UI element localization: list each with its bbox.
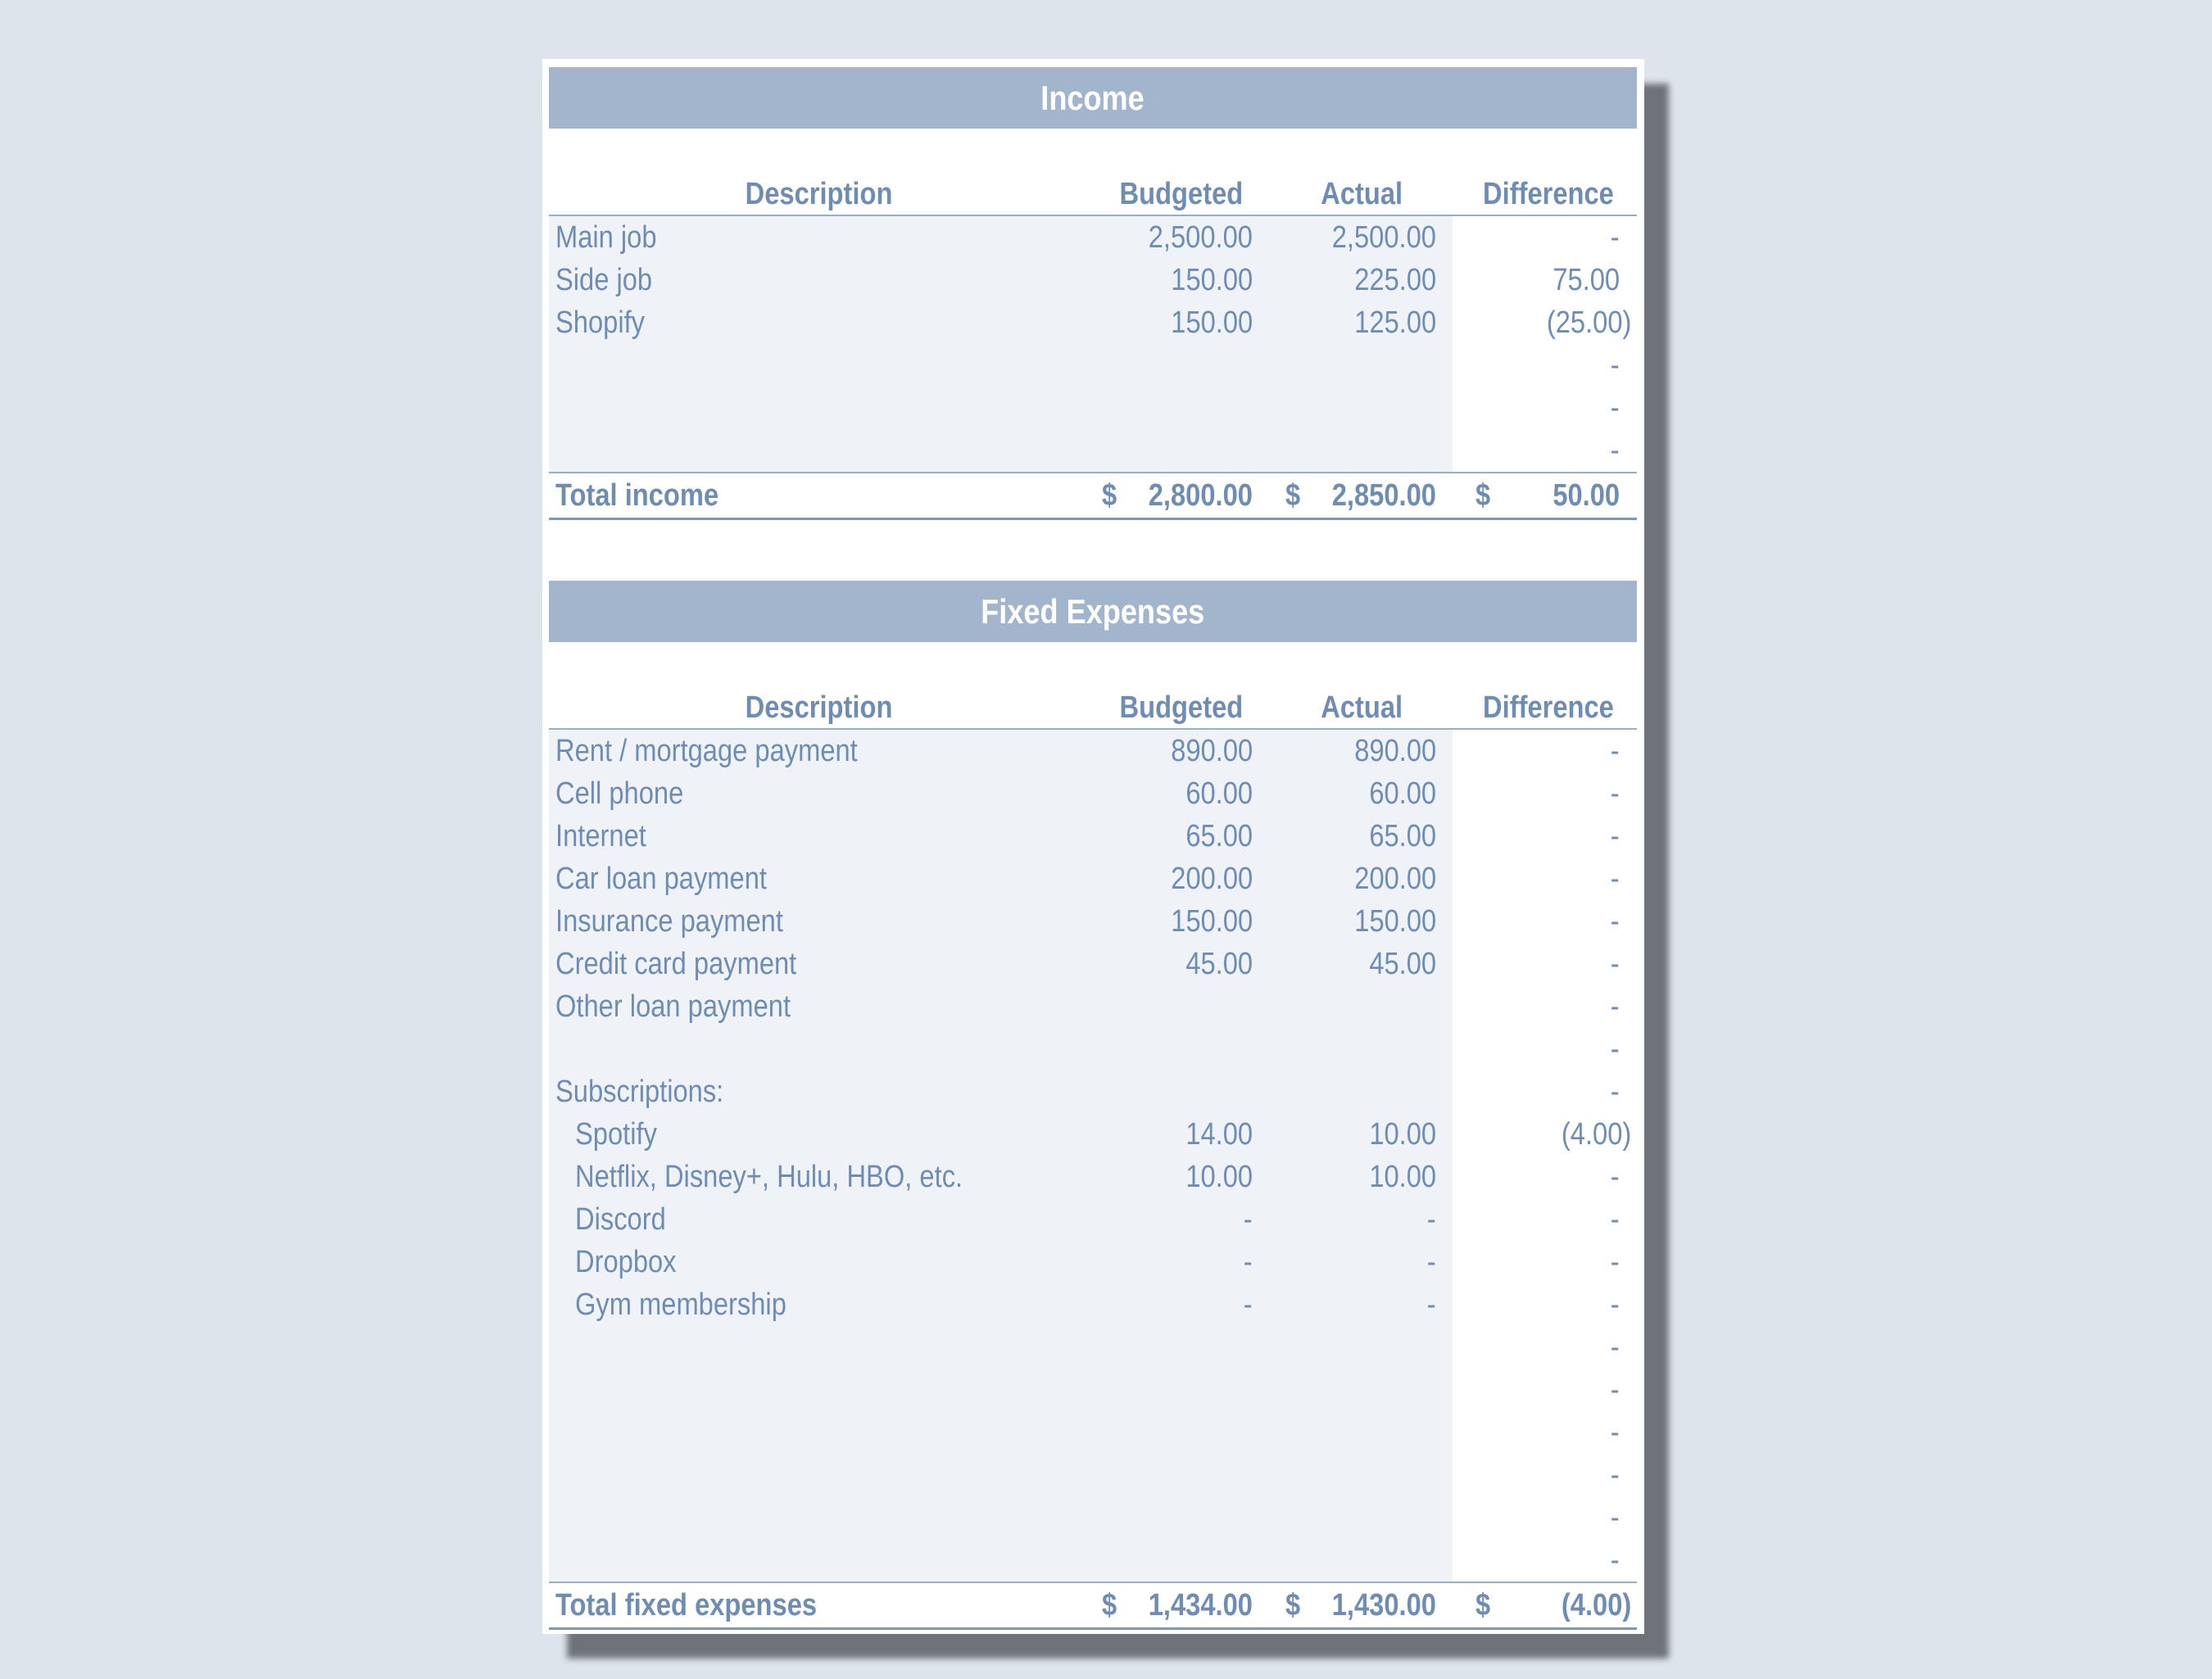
description-text: Discord bbox=[575, 1202, 666, 1237]
description-text: Netflix, Disney+, Hulu, HBO, etc. bbox=[575, 1160, 963, 1194]
difference-cell[interactable] bbox=[1609, 1283, 1620, 1326]
difference-value: - bbox=[1611, 1543, 1620, 1577]
actual-value: 2,500.00 bbox=[1331, 220, 1436, 255]
budgeted-cell[interactable] bbox=[1131, 216, 1253, 259]
table-body bbox=[549, 216, 1637, 472]
difference-value: 75.00 bbox=[1552, 263, 1620, 297]
section-title: Fixed Expenses bbox=[981, 591, 1205, 631]
table-row[interactable] bbox=[549, 1241, 1637, 1283]
difference-cell[interactable] bbox=[1609, 1326, 1620, 1369]
column-header-budgeted bbox=[1099, 687, 1243, 728]
budgeted-cell[interactable] bbox=[1158, 301, 1253, 344]
difference-cell[interactable] bbox=[1609, 943, 1620, 985]
actual-value: 45.00 bbox=[1369, 947, 1436, 981]
description-text: Spotify bbox=[575, 1117, 657, 1152]
description-text: Shopify bbox=[555, 305, 646, 340]
column-header-row bbox=[549, 174, 1637, 216]
difference-value: - bbox=[1611, 348, 1620, 382]
total-budgeted bbox=[1131, 1583, 1253, 1627]
difference-cell[interactable] bbox=[1609, 1070, 1620, 1113]
total-budgeted bbox=[1131, 473, 1253, 518]
total-actual-value: 2,850.00 bbox=[1331, 478, 1436, 513]
currency-text: $ bbox=[1285, 478, 1301, 513]
actual-value: 65.00 bbox=[1369, 819, 1436, 853]
table-row[interactable] bbox=[549, 301, 1637, 344]
difference-value: - bbox=[1611, 1373, 1620, 1407]
budgeted-cell[interactable] bbox=[1158, 858, 1253, 900]
budgeted-value: 65.00 bbox=[1185, 819, 1253, 853]
column-header-label: Description bbox=[746, 177, 893, 211]
budgeted-cell[interactable] bbox=[1158, 900, 1253, 943]
actual-value: - bbox=[1427, 1288, 1436, 1322]
table-row[interactable] bbox=[549, 943, 1637, 985]
total-difference-value: 50.00 bbox=[1552, 478, 1620, 513]
budgeted-value: - bbox=[1244, 1288, 1253, 1322]
column-header-label: Description bbox=[746, 690, 893, 725]
table-row[interactable] bbox=[549, 344, 1637, 387]
table-row[interactable] bbox=[549, 1198, 1637, 1241]
difference-cell[interactable] bbox=[1609, 1198, 1620, 1241]
difference-value: - bbox=[1611, 1075, 1620, 1109]
difference-cell[interactable] bbox=[1609, 985, 1620, 1028]
difference-cell[interactable] bbox=[1609, 815, 1620, 858]
section-title-bar bbox=[549, 581, 1637, 642]
total-budgeted-value: 2,800.00 bbox=[1148, 478, 1253, 513]
difference-value: (25.00) bbox=[1546, 305, 1631, 340]
currency-text: $ bbox=[1102, 478, 1117, 513]
table-row[interactable] bbox=[549, 1326, 1637, 1369]
difference-value: - bbox=[1611, 947, 1620, 981]
budgeted-cell[interactable] bbox=[1175, 943, 1253, 985]
currency-symbol bbox=[1475, 1583, 1493, 1627]
budgeted-value: - bbox=[1244, 1202, 1253, 1237]
actual-cell[interactable] bbox=[1358, 772, 1436, 815]
total-actual bbox=[1315, 473, 1436, 518]
actual-cell[interactable] bbox=[1341, 259, 1436, 301]
budgeted-cell[interactable] bbox=[1158, 730, 1253, 772]
total-row bbox=[549, 472, 1637, 520]
column-header-label: Budgeted bbox=[1119, 177, 1243, 211]
description-text: Rent / mortgage payment bbox=[555, 734, 858, 768]
column-header-label: Difference bbox=[1483, 177, 1614, 211]
actual-cell[interactable] bbox=[1358, 1156, 1436, 1198]
description-cell[interactable] bbox=[555, 259, 668, 301]
difference-cell[interactable] bbox=[1609, 1156, 1620, 1198]
description-cell[interactable] bbox=[555, 858, 801, 900]
budgeted-value: - bbox=[1244, 1245, 1253, 1279]
table-body bbox=[549, 730, 1637, 1582]
section-title: Income bbox=[1040, 78, 1145, 117]
column-header-row bbox=[549, 687, 1637, 730]
description-cell[interactable] bbox=[555, 730, 907, 772]
total-label-text: Total income bbox=[555, 478, 719, 513]
budgeted-value: 45.00 bbox=[1185, 947, 1253, 981]
description-text: Side job bbox=[555, 263, 653, 297]
column-header-actual bbox=[1308, 687, 1403, 728]
actual-value: 10.00 bbox=[1369, 1117, 1436, 1152]
budgeted-cell[interactable] bbox=[1175, 1113, 1253, 1156]
budgeted-value: 890.00 bbox=[1171, 734, 1253, 768]
currency-text: $ bbox=[1102, 1588, 1117, 1622]
actual-cell[interactable] bbox=[1426, 1198, 1436, 1241]
actual-value: - bbox=[1427, 1202, 1436, 1237]
description-cell[interactable] bbox=[555, 943, 836, 985]
difference-cell[interactable] bbox=[1550, 1113, 1631, 1156]
difference-cell[interactable] bbox=[1609, 216, 1620, 259]
description-text: Main job bbox=[555, 220, 657, 255]
budgeted-value: 10.00 bbox=[1185, 1160, 1253, 1194]
budgeted-value: 150.00 bbox=[1171, 263, 1253, 297]
difference-cell[interactable] bbox=[1609, 344, 1620, 387]
description-cell[interactable] bbox=[575, 1283, 821, 1326]
description-text: Car loan payment bbox=[555, 862, 767, 896]
difference-value: - bbox=[1611, 1202, 1620, 1237]
difference-value: - bbox=[1611, 734, 1620, 768]
currency-symbol bbox=[1285, 473, 1303, 518]
budgeted-value: 200.00 bbox=[1171, 862, 1253, 896]
actual-value: 60.00 bbox=[1369, 776, 1436, 811]
description-cell[interactable] bbox=[575, 1241, 693, 1283]
table-row[interactable] bbox=[549, 985, 1637, 1028]
description-cell[interactable] bbox=[555, 1070, 751, 1113]
total-row bbox=[549, 1582, 1637, 1630]
actual-value: - bbox=[1427, 1245, 1436, 1279]
actual-cell[interactable] bbox=[1426, 1283, 1436, 1326]
difference-cell[interactable] bbox=[1609, 1241, 1620, 1283]
column-header-actual bbox=[1308, 174, 1403, 215]
difference-value: - bbox=[1611, 1415, 1620, 1450]
table-row[interactable] bbox=[549, 730, 1637, 772]
difference-cell[interactable] bbox=[1609, 1454, 1620, 1496]
budgeted-cell[interactable] bbox=[1158, 259, 1253, 301]
difference-value: - bbox=[1611, 862, 1620, 896]
description-cell[interactable] bbox=[575, 1156, 1026, 1198]
budgeted-value: 2,500.00 bbox=[1148, 220, 1253, 255]
table-row[interactable] bbox=[549, 900, 1637, 943]
actual-cell[interactable] bbox=[1341, 730, 1436, 772]
description-cell[interactable] bbox=[575, 1113, 670, 1156]
actual-cell[interactable] bbox=[1341, 900, 1436, 943]
budgeted-cell[interactable] bbox=[1242, 1198, 1253, 1241]
difference-value: - bbox=[1611, 1330, 1620, 1364]
actual-value: 890.00 bbox=[1354, 734, 1436, 768]
difference-cell[interactable] bbox=[1609, 1028, 1620, 1070]
table-row[interactable] bbox=[549, 429, 1637, 472]
description-cell[interactable] bbox=[555, 216, 673, 259]
actual-cell[interactable] bbox=[1358, 815, 1436, 858]
description-cell[interactable] bbox=[555, 301, 660, 344]
table-row[interactable] bbox=[549, 772, 1637, 815]
column-header-difference bbox=[1462, 174, 1614, 215]
actual-cell[interactable] bbox=[1358, 1113, 1436, 1156]
difference-cell[interactable] bbox=[1609, 1411, 1620, 1454]
difference-value: - bbox=[1611, 776, 1620, 811]
table-row[interactable] bbox=[549, 1369, 1637, 1411]
table-row[interactable] bbox=[549, 1539, 1637, 1582]
total-difference bbox=[1550, 1583, 1631, 1627]
currency-text: $ bbox=[1285, 1588, 1301, 1622]
budgeted-cell[interactable] bbox=[1175, 772, 1253, 815]
table-row[interactable] bbox=[549, 1070, 1637, 1113]
difference-cell[interactable] bbox=[1609, 900, 1620, 943]
actual-value: 200.00 bbox=[1354, 862, 1436, 896]
total-difference bbox=[1542, 473, 1620, 518]
budgeted-value: 60.00 bbox=[1185, 776, 1253, 811]
column-header-difference bbox=[1462, 687, 1614, 728]
total-label bbox=[555, 473, 746, 518]
description-cell[interactable] bbox=[555, 772, 705, 815]
table-row[interactable] bbox=[549, 815, 1637, 858]
description-cell[interactable] bbox=[555, 900, 820, 943]
difference-cell[interactable] bbox=[1609, 387, 1620, 429]
description-text: Subscriptions: bbox=[555, 1075, 724, 1109]
table-row[interactable] bbox=[549, 1156, 1637, 1198]
total-actual bbox=[1315, 1583, 1436, 1627]
difference-value: - bbox=[1611, 1500, 1620, 1535]
total-label bbox=[555, 1583, 859, 1627]
budgeted-value: 150.00 bbox=[1171, 904, 1253, 939]
difference-value: (4.00) bbox=[1561, 1117, 1631, 1152]
column-header-description bbox=[549, 687, 1090, 728]
table-row[interactable] bbox=[549, 216, 1637, 259]
difference-value: - bbox=[1611, 220, 1620, 255]
description-cell[interactable] bbox=[555, 985, 829, 1028]
description-text: Internet bbox=[555, 819, 646, 853]
column-header-label: Actual bbox=[1321, 690, 1403, 725]
difference-value: - bbox=[1611, 989, 1620, 1024]
section-title-bar bbox=[549, 67, 1637, 129]
total-actual-value: 1,430.00 bbox=[1331, 1588, 1436, 1622]
description-text: Other loan payment bbox=[555, 989, 791, 1024]
description-cell[interactable] bbox=[575, 1198, 681, 1241]
budget-sheet bbox=[542, 59, 1644, 1634]
budgeted-value: 14.00 bbox=[1185, 1117, 1253, 1152]
currency-text: $ bbox=[1475, 1588, 1491, 1622]
actual-cell[interactable] bbox=[1341, 301, 1436, 344]
currency-symbol bbox=[1475, 473, 1493, 518]
table-row[interactable] bbox=[549, 858, 1637, 900]
description-cell[interactable] bbox=[555, 815, 661, 858]
description-text: Gym membership bbox=[575, 1288, 786, 1322]
difference-value: - bbox=[1611, 433, 1620, 468]
description-text: Credit card payment bbox=[555, 947, 797, 981]
column-header-label: Actual bbox=[1321, 177, 1403, 211]
actual-cell[interactable] bbox=[1358, 943, 1436, 985]
difference-cell[interactable] bbox=[1542, 259, 1620, 301]
table-row[interactable] bbox=[549, 259, 1637, 301]
total-label-text: Total fixed expenses bbox=[555, 1588, 818, 1622]
currency-symbol bbox=[1102, 1583, 1119, 1627]
difference-cell[interactable] bbox=[1609, 772, 1620, 815]
budgeted-cell[interactable] bbox=[1175, 815, 1253, 858]
difference-cell[interactable] bbox=[1533, 301, 1631, 344]
table-row[interactable] bbox=[549, 1496, 1637, 1539]
budgeted-cell[interactable] bbox=[1242, 1283, 1253, 1326]
actual-value: 10.00 bbox=[1369, 1160, 1436, 1194]
column-header-budgeted bbox=[1099, 174, 1243, 215]
difference-cell[interactable] bbox=[1609, 1539, 1620, 1582]
difference-cell[interactable] bbox=[1609, 1496, 1620, 1539]
difference-value: - bbox=[1611, 1032, 1620, 1066]
difference-value: - bbox=[1611, 1160, 1620, 1194]
difference-cell[interactable] bbox=[1609, 1369, 1620, 1411]
actual-cell[interactable] bbox=[1315, 216, 1436, 259]
difference-cell[interactable] bbox=[1609, 429, 1620, 472]
difference-value: - bbox=[1611, 1458, 1620, 1492]
budgeted-cell[interactable] bbox=[1242, 1241, 1253, 1283]
table-row[interactable] bbox=[549, 1283, 1637, 1326]
difference-value: - bbox=[1611, 1288, 1620, 1322]
table-row[interactable] bbox=[549, 1028, 1637, 1070]
budgeted-value: 150.00 bbox=[1171, 305, 1253, 340]
currency-symbol bbox=[1285, 1583, 1303, 1627]
column-header-label: Difference bbox=[1483, 690, 1614, 725]
budgeted-cell[interactable] bbox=[1175, 1156, 1253, 1198]
actual-value: 125.00 bbox=[1354, 305, 1436, 340]
difference-value: - bbox=[1611, 904, 1620, 939]
difference-value: - bbox=[1611, 1245, 1620, 1279]
column-header-label: Budgeted bbox=[1119, 690, 1243, 725]
currency-text: $ bbox=[1475, 478, 1491, 513]
table-row[interactable] bbox=[549, 1113, 1637, 1156]
description-text: Cell phone bbox=[555, 776, 684, 811]
actual-cell[interactable] bbox=[1426, 1241, 1436, 1283]
total-budgeted-value: 1,434.00 bbox=[1148, 1588, 1253, 1622]
description-text: Insurance payment bbox=[555, 904, 783, 939]
actual-value: 225.00 bbox=[1354, 263, 1436, 297]
difference-cell[interactable] bbox=[1609, 858, 1620, 900]
difference-value: - bbox=[1611, 391, 1620, 425]
table-row[interactable] bbox=[549, 1454, 1637, 1496]
actual-value: 150.00 bbox=[1354, 904, 1436, 939]
column-header-description bbox=[549, 174, 1090, 215]
description-text: Dropbox bbox=[575, 1245, 677, 1279]
currency-symbol bbox=[1102, 473, 1119, 518]
difference-cell[interactable] bbox=[1609, 730, 1620, 772]
table-row[interactable] bbox=[549, 1411, 1637, 1454]
total-difference-value: (4.00) bbox=[1561, 1588, 1631, 1622]
actual-cell[interactable] bbox=[1341, 858, 1436, 900]
difference-value: - bbox=[1611, 819, 1620, 853]
table-row[interactable] bbox=[549, 387, 1637, 429]
